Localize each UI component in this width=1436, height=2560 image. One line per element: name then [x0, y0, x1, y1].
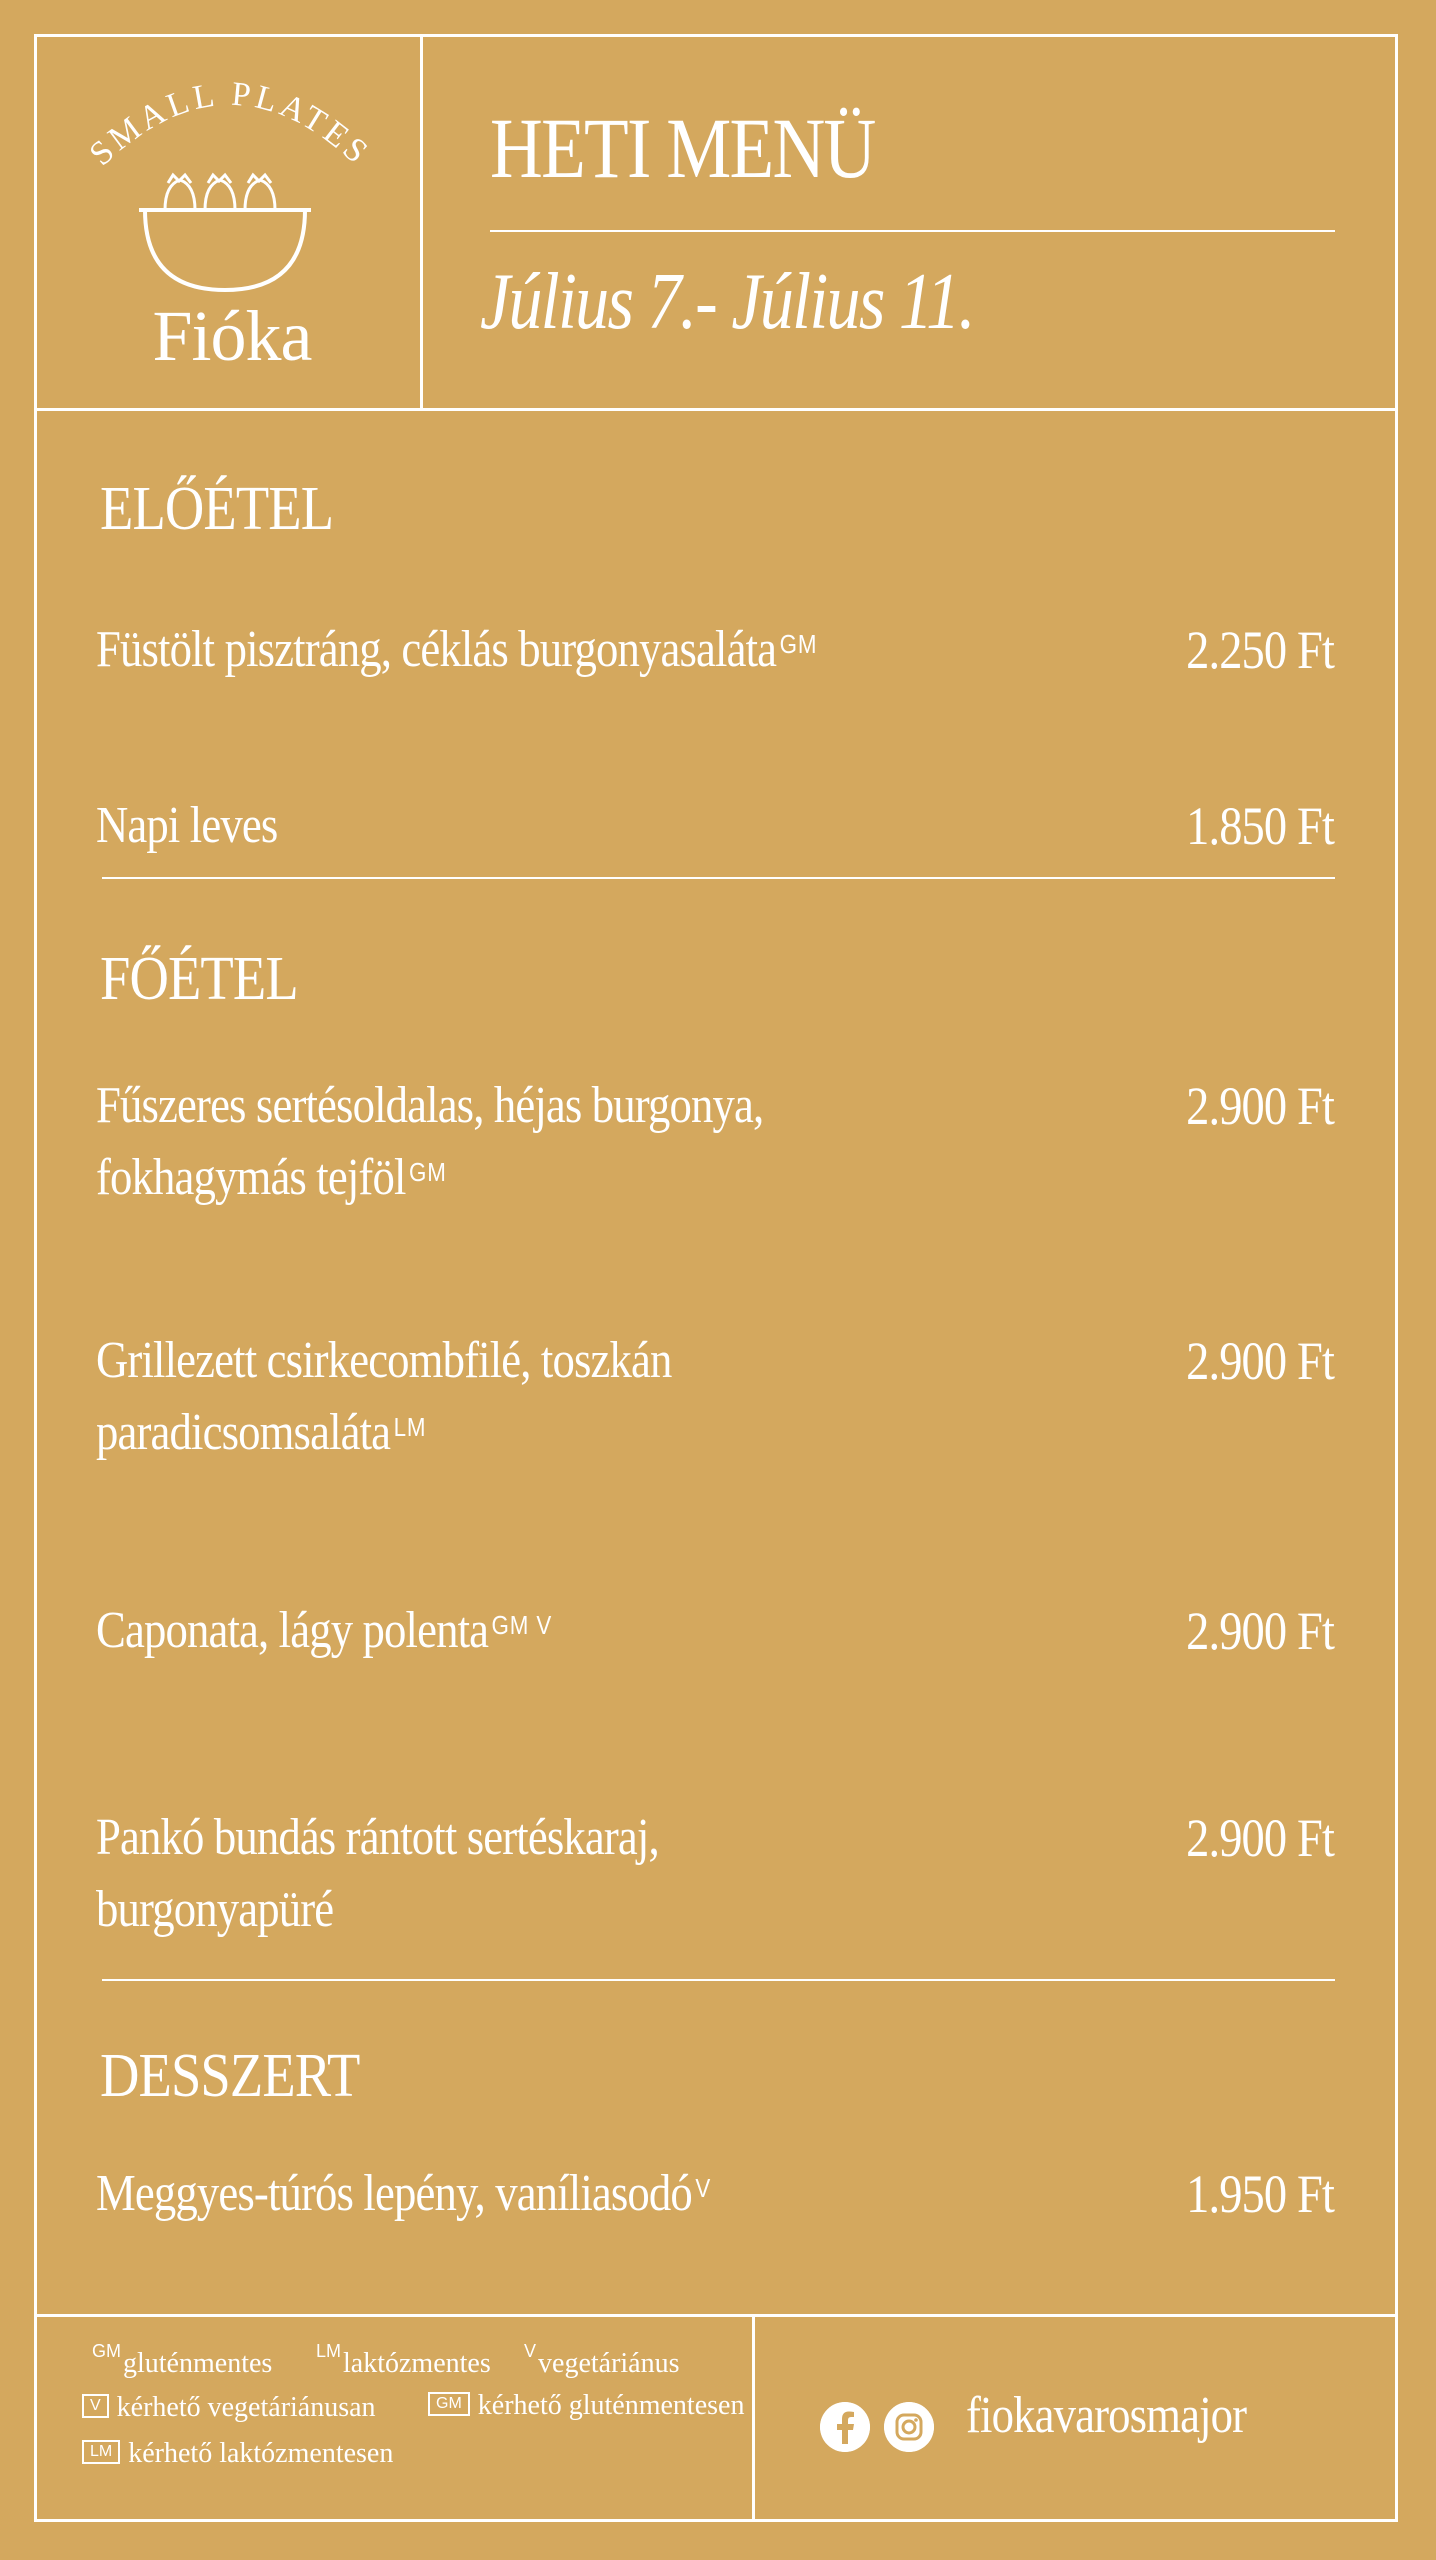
- legend-vegetarian: $^V$vegetáriánus: [524, 2341, 680, 2379]
- footer-top-rule: [34, 2314, 1398, 2317]
- social-handle[interactable]: fiokavarosmajor: [966, 2387, 1247, 2444]
- item-price: 2.900 Ft: [1186, 1808, 1334, 1868]
- section-title-dessert: DESSZERT: [100, 2042, 360, 2110]
- title-underline: [490, 230, 1335, 232]
- item-name-line2: paradicsomsaláta: [96, 1404, 391, 1461]
- item-name-line1: Grillezett csirkecombfilé, toszkán: [96, 1332, 672, 1389]
- item-name: Meggyes-túrós lepény, vaníliasodó: [96, 2165, 692, 2222]
- menu-item: [96, 1595, 956, 1667]
- menu-item: [96, 1070, 956, 1214]
- menu-item: [96, 1802, 956, 1946]
- legend-lactose-free-optional: LM kérhető laktózmentesen: [82, 2440, 393, 2468]
- section-divider-2: [102, 1979, 1335, 1981]
- section-divider-1: [102, 877, 1335, 879]
- facebook-icon[interactable]: [820, 2402, 870, 2452]
- diet-tag: V: [695, 2173, 712, 2203]
- item-price: 2.900 Ft: [1186, 1601, 1334, 1661]
- section-title-starter: ELŐÉTEL: [100, 475, 334, 543]
- diet-tag: GM V: [491, 1610, 553, 1640]
- legend-lactose-free: $^{LM}$laktózmentes: [316, 2341, 491, 2379]
- svg-text:SMALL PLATES: SMALL PLATES: [82, 75, 378, 174]
- diet-tag: LM: [393, 1412, 427, 1442]
- bowl-logo-icon: [135, 165, 315, 295]
- footer-divider: [752, 2314, 755, 2522]
- item-name-line2: fokhagymás tejföl: [96, 1149, 406, 1206]
- item-price: 1.950 Ft: [1186, 2164, 1334, 2224]
- legend-gluten-free-optional: GM kérhető gluténmentesen: [428, 2392, 744, 2420]
- diet-tag: GM: [408, 1157, 447, 1187]
- date-range: Július 7.- Július 11.: [480, 258, 974, 346]
- item-price: 2.900 Ft: [1186, 1331, 1334, 1391]
- menu-item: [96, 1325, 956, 1469]
- section-title-main: FŐÉTEL: [100, 945, 298, 1013]
- item-name: Napi leves: [96, 797, 278, 854]
- item-name-line2: burgonyapüré: [96, 1881, 334, 1938]
- item-name-line1: Pankó bundás rántott sertéskaraj,: [96, 1809, 659, 1866]
- item-name-line1: Fűszeres sertésoldalas, héjas burgonya,: [96, 1077, 764, 1134]
- instagram-icon[interactable]: [884, 2402, 934, 2452]
- menu-item: [96, 2158, 956, 2230]
- item-price: 1.850 Ft: [1186, 796, 1334, 856]
- menu-item: [96, 614, 956, 686]
- item-price: 2.900 Ft: [1186, 1076, 1334, 1136]
- item-name: Füstölt pisztráng, céklás burgonyasaláta: [96, 621, 777, 678]
- item-price: 2.250 Ft: [1186, 620, 1334, 680]
- page-title: HETI MENÜ: [490, 100, 875, 196]
- legend-gluten-free: $^{GM}$gluténmentes: [92, 2341, 273, 2379]
- brand-name: Fióka: [152, 296, 312, 376]
- item-name: Caponata, lágy polenta: [96, 1602, 489, 1659]
- diet-tag: GM: [779, 629, 818, 659]
- menu-item: [96, 790, 956, 862]
- logo-arc-text: [80, 60, 380, 180]
- header-bottom-rule: [34, 408, 1398, 411]
- legend-vegetarian-optional: V kérhető vegetáriánusan: [82, 2394, 376, 2422]
